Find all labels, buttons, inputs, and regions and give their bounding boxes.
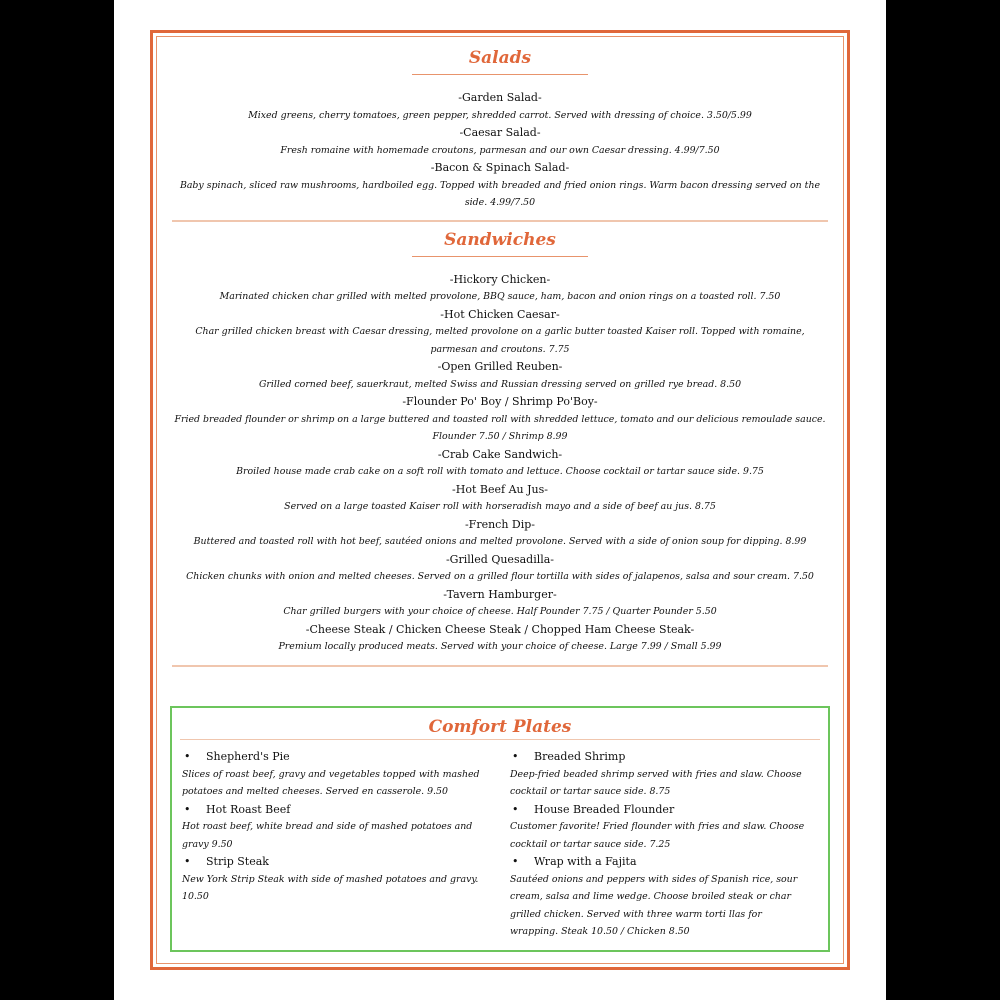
- menu-item-name: -Hickory Chicken-: [449, 272, 551, 286]
- salads-title-rule: [412, 74, 588, 75]
- menu-item-description: Broiled house made crab cake on a soft roll with tomato and lettuce. Choose cocktail or tartar sauce side. 9.75: [236, 466, 764, 477]
- sandwiches-section: [172, 222, 828, 667]
- comfort-item-name: Breaded Shrimp: [534, 750, 626, 763]
- menu-item-name: -Hot Beef Au Jus-: [452, 482, 548, 496]
- comfort-item-name-row: [182, 801, 510, 819]
- comfort-item-name: Shepherd's Pie: [206, 750, 290, 763]
- menu-item-description: Served on a large toasted Kaiser roll with horseradish mayo and a side of beef au jus. 8.75: [284, 501, 716, 512]
- sandwiches-divider: [172, 665, 828, 667]
- salads-section: [172, 44, 828, 222]
- menu-item: [172, 551, 828, 586]
- comfort-item-description: Slices of roast beef, gravy and vegetables topped with mashed potatoes and melted cheeses. Served en casserole. 9.50: [182, 768, 480, 797]
- menu-item-name: -Grilled Quesadilla-: [445, 552, 555, 566]
- menu-item-name: -Open Grilled Reuben-: [437, 360, 563, 373]
- bullet-icon: •: [512, 802, 519, 816]
- menu-item-description: Char grilled burgers with your choice of cheese. Half Pounder 7.75 / Quarter Pounder 5.50: [283, 606, 717, 617]
- menu-item-description: Grilled corned beef, sauerkraut, melted Swiss and Russian dressing served on grilled rye bread. 8.50: [258, 378, 742, 390]
- comfort-item-name: Strip Steak: [206, 855, 269, 868]
- menu-item: [172, 621, 828, 656]
- menu-item-description: Fresh romaine with homemade croutons, parmesan and our own Caesar dressing. 4.99/7.50: [280, 144, 720, 156]
- comfort-item: [510, 748, 822, 801]
- menu-item: [172, 516, 828, 551]
- sandwiches-items: [172, 271, 828, 656]
- comfort-item: [510, 801, 822, 854]
- comfort-item: [182, 801, 510, 854]
- salads-items: [172, 89, 828, 212]
- comfort-item-name-row: [182, 748, 510, 766]
- bullet-icon: •: [184, 855, 191, 868]
- menu-item-description: Mixed greens, cherry tomatoes, green pepper, shredded carrot. Served with dressing of choice. 3.50/5.99: [248, 109, 752, 121]
- comfort-item-name: Hot Roast Beef: [206, 802, 291, 816]
- comfort-plates-title: Comfort Plates: [428, 717, 572, 737]
- menu-item: [172, 446, 828, 481]
- comfort-right-column: [510, 748, 822, 941]
- menu-item: [172, 89, 828, 124]
- sandwiches-title: Sandwiches: [444, 229, 556, 250]
- comfort-item-description: Customer favorite! Fried flounder with fries and slaw. Choose cocktail or tartar sauce side. 7.25: [510, 821, 805, 850]
- menu-item-description: Char grilled chicken breast with Caesar dressing, melted provolone on a garlic butter toasted Kaiser roll. Topped with romaine, parmesan and croutons. 7.75: [195, 326, 805, 355]
- comfort-item-name: House Breaded Flounder: [534, 802, 675, 816]
- menu-item: [172, 481, 828, 516]
- menu-item-description: Buttered and toasted roll with hot beef, sautéed onions and melted provolone. Served with a side of onion soup for dipping. 8.99: [193, 536, 807, 547]
- menu-item-description: Premium locally produced meats. Served with your choice of cheese. Large 7.99 / Small 5.99: [278, 641, 722, 652]
- menu-item: [172, 306, 828, 359]
- menu-item-name: -Tavern Hamburger-: [443, 587, 557, 601]
- comfort-item: [182, 853, 510, 906]
- menu-item-description: Marinated chicken char grilled with melted provolone, BBQ sauce, ham, bacon and onion rings on a toasted roll. 7.50: [219, 291, 781, 302]
- comfort-plates-box: [170, 706, 830, 952]
- sandwiches-title-rule: [412, 256, 588, 257]
- comfort-item-description: New York Strip Steak with side of mashed potatoes and gravy. 10.50: [182, 873, 479, 902]
- menu-item: [172, 124, 828, 159]
- comfort-title-rule: [180, 739, 820, 740]
- menu-item-description: Chicken chunks with onion and melted cheeses. Served on a grilled flour tortilla with sides of jalapenos, salsa and sour cream. 7.50: [186, 571, 814, 582]
- bullet-icon: •: [512, 855, 519, 868]
- menu-item-name: -Cheese Steak / Chicken Cheese Steak / Chopped Ham Cheese Steak-: [305, 622, 695, 636]
- menu-item-name: -Hot Chicken Caesar-: [440, 307, 560, 321]
- bullet-icon: •: [184, 750, 191, 763]
- comfort-item: [182, 748, 510, 801]
- menu-item-name: -French Dip-: [464, 517, 536, 531]
- comfort-left-column: [182, 748, 510, 941]
- menu-item-name: -Caesar Salad-: [459, 126, 541, 139]
- comfort-item-description: Hot roast beef, white bread and side of mashed potatoes and gravy 9.50: [182, 821, 473, 850]
- comfort-item-name-row: [510, 748, 822, 766]
- menu-item-name: -Crab Cake Sandwich-: [437, 447, 563, 461]
- menu-item: [172, 586, 828, 621]
- menu-item-description: Baby spinach, sliced raw mushrooms, hardboiled egg. Topped with breaded and fried onion rings. Warm bacon dressing served on the side. 4.99/7.50: [179, 179, 821, 208]
- menu-item: [172, 271, 828, 306]
- comfort-item: [510, 853, 822, 941]
- comfort-item-name-row: [182, 853, 510, 871]
- menu-item: [172, 159, 828, 212]
- menu-item-name: -Bacon & Spinach Salad-: [430, 161, 570, 174]
- bullet-icon: •: [184, 802, 191, 816]
- menu-item: [172, 358, 828, 393]
- bullet-icon: •: [512, 750, 519, 763]
- menu-content: [172, 44, 828, 667]
- menu-item-name: -Flounder Po' Boy / Shrimp Po'Boy-: [402, 395, 598, 408]
- comfort-item-name-row: [510, 853, 822, 871]
- menu-item: [172, 393, 828, 446]
- salads-title: Salads: [468, 48, 532, 68]
- comfort-item-description: Deep-fried beaded shrimp served with fries and slaw. Choose cocktail or tartar sauce side. 8.75: [510, 768, 802, 797]
- menu-item-name: -Garden Salad-: [458, 91, 542, 104]
- comfort-item-name: Wrap with a Fajita: [534, 855, 637, 868]
- comfort-item-description: Sautéed onions and peppers with sides of Spanish rice, sour cream, salsa and lime wedge. Choose broiled steak or char grilled chicken. Served with three warm torti llas for wrapping. Steak 10.50 / Chicken 8.50: [510, 873, 798, 937]
- menu-item-description: Fried breaded flounder or shrimp on a large buttered and toasted roll with shredded lettuce, tomato and our delicious remoulade sauce. Flounder 7.50 / Shrimp 8.99: [174, 413, 826, 442]
- comfort-item-name-row: [510, 801, 822, 819]
